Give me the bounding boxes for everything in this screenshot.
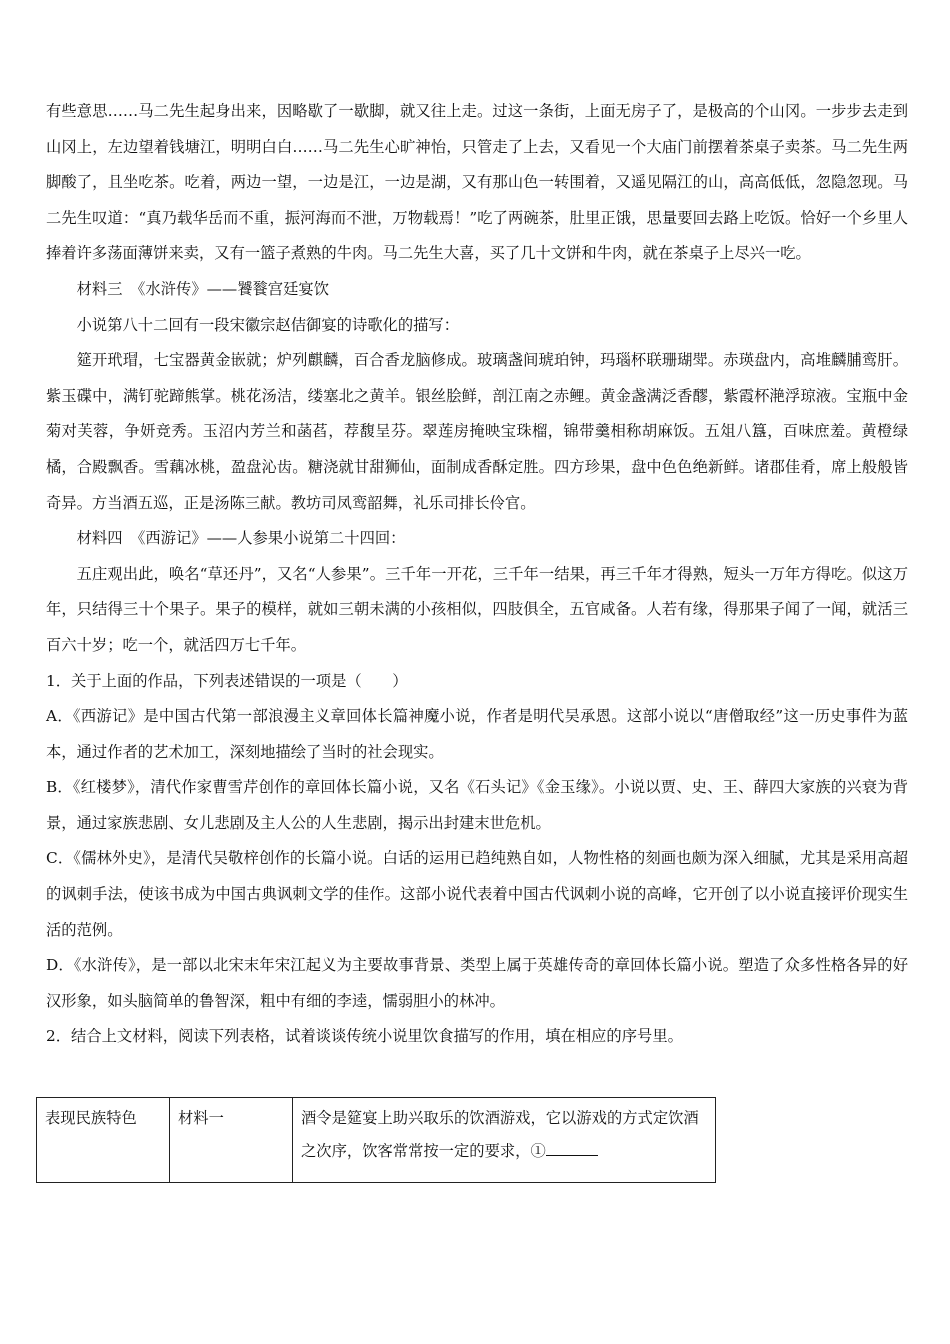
answer-table <box>36 1097 716 1183</box>
material4-text: 五庄观出此，唤名“草还丹”，又名“人参果”。三千年一开花，三千年一结果，再三千年才得熟，短头一万年方得吃。似这万年，只结得三十个果子。果子的模样，就如三朝未满的小孩相似，四肢俱全，五官咸备。人若有缘，得那果子闻了一闻，就活三百六十岁；吃一个，就活四万七千年。 <box>46 564 908 654</box>
material3-heading: 材料三 《水浒传》——饕餮宫廷宴饮 <box>76 279 329 298</box>
material4-heading: 材料四 《西游记》——人参果小说第二十四回： <box>76 529 406 548</box>
document-page <box>46 94 908 1055</box>
passage-continued: 有些意思……马二先生起身出来，因略歇了一歇脚，就又往上走。过这一条街，上面无房子了，是极高的个山冈。一步步去走到山冈上，左边望着钱塘江，明明白白……马二先生心旷神怡，只管走了上去，又看见一个大庙门前摆着茶桌子卖茶。马二先生两脚酸了，且坐吃茶。吃着，两边一望，一边是江，一边是湖，又有那山色一转围着，又遥见隔江的山，高高低低，忽隐忽现。马二先生叹道：“真乃载华岳而不重，振河海而不泄，万物载焉！”吃了两碗茶，肚里正饿，思量要回去路上吃饭。恰好一个乡里人捧着许多荡面薄饼来卖，又有一篮子煮熟的牛肉。马二先生大喜，买了几十文饼和牛肉，就在茶桌子上尽兴一吃。 <box>46 102 908 263</box>
answer-blank-1[interactable] <box>546 1141 598 1156</box>
table-cell-material: 材料一 <box>170 1098 293 1183</box>
material3-text: 筵开玳瑁，七宝器黄金嵌就；炉列麒麟，百合香龙脑修成。玻璃盏间琥珀钟，玛瑙杯联珊瑚斝。赤瑛盘内，高堆麟脯鸾肝。紫玉碟中，满钉驼蹄熊掌。桃花汤洁，缕塞北之黄羊。银丝脍鲜，剖江南之赤鲤。黄金盏满泛香醪，紫霞杯滟浮琼液。宝瓶中金菊对芙蓉，争妍竞秀。玉沼内芳兰和菡萏，荐馥呈芬。翠莲房掩映宝珠榴，锦带羹相称胡麻饭。五俎八簋，百味庶羞。黄橙绿橘，合殿飘香。雪藕冰桃，盈盘沁齿。糖浇就甘甜狮仙，面制成香酥定胜。四方珍果，盘中色色绝新鲜。诸郡佳肴，席上般般皆奇异。方当酒五巡，正是汤陈三献。教坊司凤鸾韶舞，礼乐司排长伶官。 <box>46 351 908 512</box>
question2-stem: 2．结合上文材料，阅读下列表格，试着谈谈传统小说里饮食描写的作用，填在相应的序号里。 <box>46 1027 683 1046</box>
material3-intro: 小说第八十二回有一段宋徽宗赵佶御宴的诗歌化的描写： <box>76 315 460 334</box>
table-cell-description <box>293 1098 716 1183</box>
question1-option-c: C．《儒林外史》，是清代吴敬梓创作的长篇小说。白话的运用已趋纯熟自如，人物性格的刻画也颇为深入细腻，尤其是采用高超的讽刺手法，使该书成为中国古典讽刺文学的佳作。这部小说代表着中国古代讽刺小说的高峰，它开创了以小说直接评价现实生活的范例。 <box>46 849 908 939</box>
table-cell-category: 表现民族特色 <box>37 1098 170 1183</box>
question1-option-a: A．《西游记》是中国古代第一部浪漫主义章回体长篇神魔小说，作者是明代吴承恩。这部小说以“唐僧取经”这一历史事件为蓝本，通过作者的艺术加工，深刻地描绘了当时的社会现实。 <box>46 707 908 761</box>
table-description-text: 酒令是筵宴上助兴取乐的饮酒游戏，它以游戏的方式定饮酒之次序，饮客常常按一定的要求，① <box>301 1109 699 1160</box>
question1-option-d: D．《水浒传》，是一部以北宋末年宋江起义为主要故事背景、类型上属于英雄传奇的章回体长篇小说。塑造了众多性格各异的好汉形象，如头脑简单的鲁智深，粗中有细的李逵，懦弱胆小的林冲。 <box>46 956 908 1010</box>
question1-stem: 1．关于上面的作品，下列表述错误的一项是（ ） <box>46 671 408 690</box>
question1-option-b: B．《红楼梦》，清代作家曹雪芹创作的章回体长篇小说，又名《石头记》《金玉缘》。小说以贾、史、王、薛四大家族的兴衰为背景，通过家族悲剧、女儿悲剧及主人公的人生悲剧，揭示出封建末世危机。 <box>46 778 908 832</box>
table-row <box>37 1098 716 1183</box>
